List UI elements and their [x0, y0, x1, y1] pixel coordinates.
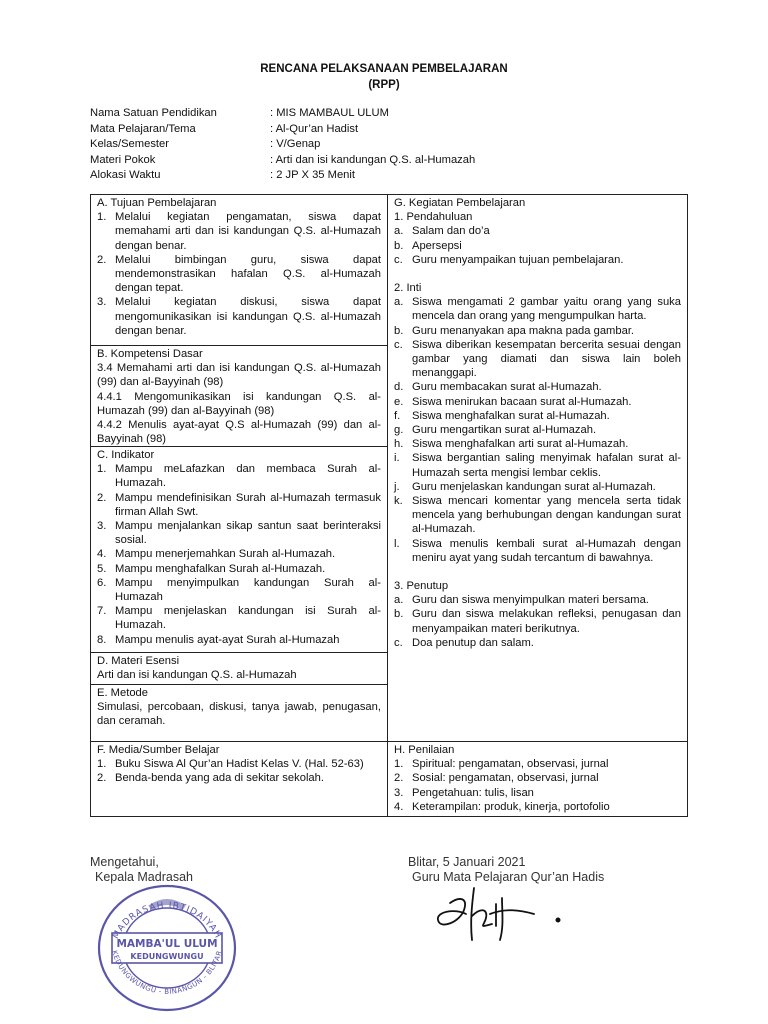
item-letter: j. [394, 480, 400, 493]
subsection-heading: 3. Penutup [394, 580, 449, 593]
list-item [394, 607, 681, 635]
section-heading: C. Indikator [97, 449, 155, 461]
item-letter: c. [394, 636, 403, 649]
item-text: Salam dan do’a [412, 225, 490, 238]
item-text: Spiritual: pengamatan, observasi, jurnal [412, 758, 609, 771]
item-text: Siswa bergantian saling menyimak hafalan surat al-Humazah serta mengisi lembar ceklis. [412, 452, 681, 479]
item-text: Mampu mendefinisikan Surah al-Humazah termasuk firman Allah Swt. [115, 491, 381, 518]
penutup-list [394, 593, 681, 650]
item-text: Siswa menghafalkan surat al-Humazah. [412, 409, 610, 422]
item-text: Melalui bimbingan guru, siswa dapat mendemonstrasikan hafalan Q.S. al-Humazah dengan tepat. [115, 253, 381, 295]
item-text: Siswa menirukan bacaan surat al-Humazah. [412, 395, 632, 408]
item-text: Mampu menulis ayat-ayat Surah al-Humazah [115, 633, 340, 646]
list-item [97, 547, 381, 561]
item-text: Siswa mencari komentar yang mencela serta tidak mencela yang berhubungan dengan kandungan surat al-Humazah. [412, 495, 681, 536]
item-letter: b. [394, 608, 404, 621]
list-item [97, 210, 381, 253]
media-list [97, 757, 381, 785]
item-text: Siswa mengamati 2 gambar yaitu orang yang suka mencela dan orang yang mengumpulkan harta. [412, 296, 681, 323]
kd-line: 4.4.1 Mengomunikasikan isi kandungan Q.S. al-Humazah (99) dan al-Bayyinah (98) [97, 390, 381, 417]
list-item [394, 494, 681, 537]
item-number: 4. [97, 548, 107, 561]
list-item [97, 576, 381, 604]
item-text: Mampu menjalankan sikap santun saat berinteraksi sosial. [115, 520, 381, 547]
stamp-sub-text: KEDUNGWUNGU [130, 952, 204, 961]
date-line: Blitar, 5 Januari 2021 [408, 855, 526, 869]
list-item [97, 633, 381, 647]
section-heading: H. Penilaian [394, 744, 455, 756]
item-text: Guru mengartikan surat al-Humazah. [412, 424, 597, 437]
list-item [394, 380, 681, 394]
section-heading: E. Metode [97, 687, 148, 699]
item-text: Mampu menerjemahkan Surah al-Humazah. [115, 548, 336, 561]
meta-label: Mata Pelajaran/Tema [90, 122, 196, 135]
section-tujuan [91, 195, 387, 345]
section-kompetensi [91, 345, 387, 446]
list-item [394, 757, 681, 771]
item-letter: a. [394, 594, 404, 607]
item-text: Doa penutup dan salam. [412, 636, 534, 649]
item-number: 4. [394, 800, 404, 813]
list-item [394, 395, 681, 409]
list-item [394, 253, 681, 267]
right-column [388, 195, 687, 816]
inti-list [394, 295, 681, 565]
item-letter: c. [394, 253, 403, 266]
item-text: Melalui kegiatan diskusi, siswa dapat mengomunikasikan isi kandungan Q.S. al-Humazah dengan benar. [115, 296, 381, 337]
kd-line: 4.4.2 Menulis ayat-ayat Q.S al-Humazah (99) dan al-Bayyinah (98) [97, 419, 381, 446]
list-item [97, 757, 381, 771]
kd-line: 3.4 Memahami arti dan isi kandungan Q.S. al-Humazah (99) dan al-Bayyinah (98) [97, 362, 381, 389]
item-text: Buku Siswa Al Qur’an Hadist Kelas V. (Hal. 52-63) [115, 758, 364, 771]
subsection-heading: 1. Pendahuluan [394, 211, 473, 224]
item-letter: k. [394, 495, 403, 508]
item-letter: a. [394, 296, 404, 309]
meta-row [90, 106, 570, 122]
meta-row [90, 168, 570, 184]
list-item [394, 800, 681, 814]
item-letter: a. [394, 225, 404, 238]
list-item [97, 771, 381, 785]
item-text: Keterampilan: produk, kinerja, portofolio [412, 800, 610, 813]
section-kegiatan [388, 195, 687, 741]
section-text: Arti dan isi kandungan Q.S. al-Humazah [97, 669, 297, 682]
list-item [394, 409, 681, 423]
stamp-ring-bottom: KEDUNGWUNGU - BINANGUN - BLITAR [110, 949, 224, 996]
item-number: 1. [97, 463, 107, 476]
meta-label: Nama Satuan Pendidikan [90, 107, 217, 119]
item-letter: h. [394, 438, 404, 451]
section-metode [91, 684, 387, 741]
stamp-center-text: MAMBA'UL ULUM [116, 938, 218, 950]
list-item [97, 562, 381, 576]
section-heading: B. Kompetensi Dasar [97, 348, 203, 360]
item-text: Guru dan siswa menyimpulkan materi bersama. [412, 594, 649, 607]
item-number: 2. [394, 772, 404, 785]
meta-value: : V/Genap [270, 138, 321, 150]
item-text: Mampu meLafazkan dan membaca Surah al-Humazah. [115, 463, 381, 490]
list-item [97, 253, 381, 296]
list-item [97, 295, 381, 338]
list-item [97, 462, 381, 490]
list-item [394, 437, 681, 451]
item-letter: e. [394, 395, 404, 408]
list-item [394, 537, 681, 565]
item-number: 3. [97, 520, 107, 533]
item-text: Guru dan siswa melakukan refleksi, penugasan dan menyampaikan materi berikutnya. [412, 608, 681, 635]
list-item [394, 423, 681, 437]
item-number: 3. [97, 296, 107, 309]
teacher-signature [430, 878, 580, 948]
list-item [394, 593, 681, 607]
item-letter: b. [394, 239, 404, 252]
list-item [394, 295, 681, 323]
list-item [394, 239, 681, 253]
item-text: Pengetahuan: tulis, lisan [412, 786, 534, 799]
meta-label: Alokasi Waktu [90, 169, 161, 181]
item-letter: c. [394, 338, 403, 351]
item-number: 5. [97, 562, 107, 575]
page-subtitle: (RPP) [368, 79, 400, 91]
list-item [394, 771, 681, 785]
list-item [394, 451, 681, 479]
item-text: Guru menjelaskan kandungan surat al-Humazah. [412, 480, 656, 493]
meta-label: Kelas/Semester [90, 138, 169, 150]
item-number: 1. [97, 211, 107, 224]
meta-block [90, 106, 570, 184]
item-text: Sosial: pengamatan, observasi, jurnal [412, 772, 599, 785]
list-item [394, 324, 681, 338]
section-heading: G. Kegiatan Pembelajaran [394, 197, 526, 209]
item-number: 1. [97, 758, 107, 771]
list-item [394, 480, 681, 494]
list-item [97, 491, 381, 519]
penilaian-list [394, 757, 681, 814]
meta-value: : Al-Qur’an Hadist [270, 122, 359, 135]
item-text: Apersepsi [412, 239, 462, 252]
section-penilaian [388, 741, 687, 816]
item-number: 6. [97, 576, 107, 589]
item-letter: f. [394, 409, 401, 422]
item-letter: g. [394, 424, 404, 437]
meta-value: : 2 JP X 35 Menit [270, 169, 355, 181]
school-stamp [92, 878, 242, 1013]
item-text: Mampu menjelaskan kandungan isi Surah al-Humazah. [115, 605, 381, 632]
list-item [97, 519, 381, 547]
item-number: 3. [394, 786, 404, 799]
item-letter: d. [394, 381, 404, 394]
item-letter: i. [394, 452, 400, 465]
item-text: Melalui kegiatan pengamatan, siswa dapat memahami arti dan isi kandungan Q.S. al-Humazah dengan benar. [115, 211, 381, 252]
item-number: 2. [97, 253, 107, 266]
meta-row [90, 122, 570, 138]
item-letter: l. [394, 537, 400, 550]
item-text: Siswa menulis kembali surat al-Humazah dengan meniru ayat yang sudah tercantum di bawahnya. [412, 537, 681, 564]
item-text: Guru menyampaikan tujuan pembelajaran. [412, 253, 624, 266]
section-media [91, 741, 387, 816]
rpp-table [90, 194, 688, 817]
list-item [394, 786, 681, 800]
item-text: Benda-benda yang ada di sekitar sekolah. [115, 772, 324, 785]
item-text: Siswa menghafalkan arti surat al-Humazah. [412, 438, 629, 451]
item-number: 2. [97, 772, 107, 785]
item-text: Mampu menyimpulkan kandungan Surah al-Humazah [115, 576, 381, 604]
left-column [91, 195, 388, 816]
list-item [394, 636, 681, 650]
meta-value: : MIS MAMBAUL ULUM [270, 107, 389, 119]
list-item [97, 604, 381, 632]
item-number: 8. [97, 633, 107, 646]
item-letter: b. [394, 324, 404, 337]
section-heading: F. Media/Sumber Belajar [97, 744, 220, 756]
list-item [394, 224, 681, 238]
tujuan-list [97, 210, 381, 338]
item-text: Guru membacakan surat al-Humazah. [412, 381, 602, 394]
stamp-ring-top: MADRASAH IBTIDAIYAH [111, 900, 223, 941]
section-heading: A. Tujuan Pembelajaran [97, 197, 217, 209]
item-number: 7. [97, 605, 107, 618]
meta-value: : Arti dan isi kandungan Q.S. al-Humazah [270, 153, 476, 166]
item-text: Guru menanyakan apa makna pada gambar. [412, 324, 635, 337]
section-heading: D. Materi Esensi [97, 655, 180, 667]
indikator-list [97, 462, 381, 647]
item-number: 1. [394, 758, 404, 771]
left-signature-line2: Kepala Madrasah [95, 870, 193, 884]
meta-label: Materi Pokok [90, 153, 156, 166]
list-item [394, 338, 681, 381]
section-indikator [91, 446, 387, 652]
page-title: RENCANA PELAKSANAAN PEMBELAJARAN [260, 63, 508, 75]
meta-row [90, 137, 570, 153]
section-text: Simulasi, percobaan, diskusi, tanya jawab, penugasan, dan ceramah. [97, 701, 381, 728]
subsection-heading: 2. Inti [394, 282, 422, 295]
left-signature-line1: Mengetahui, [90, 855, 159, 869]
item-text: Siswa diberikan kesempatan bercerita sesuai dengan gambar yang diamati dan siswa lain boleh menanggapi. [412, 338, 681, 380]
pendahuluan-list [394, 224, 681, 267]
item-number: 2. [97, 491, 107, 504]
section-materi-esensi [91, 652, 387, 684]
item-text: Mampu menghafalkan Surah al-Humazah. [115, 562, 326, 575]
meta-row [90, 153, 570, 169]
teacher-title: Guru Mata Pelajaran Qur’an Hadis [412, 870, 605, 884]
